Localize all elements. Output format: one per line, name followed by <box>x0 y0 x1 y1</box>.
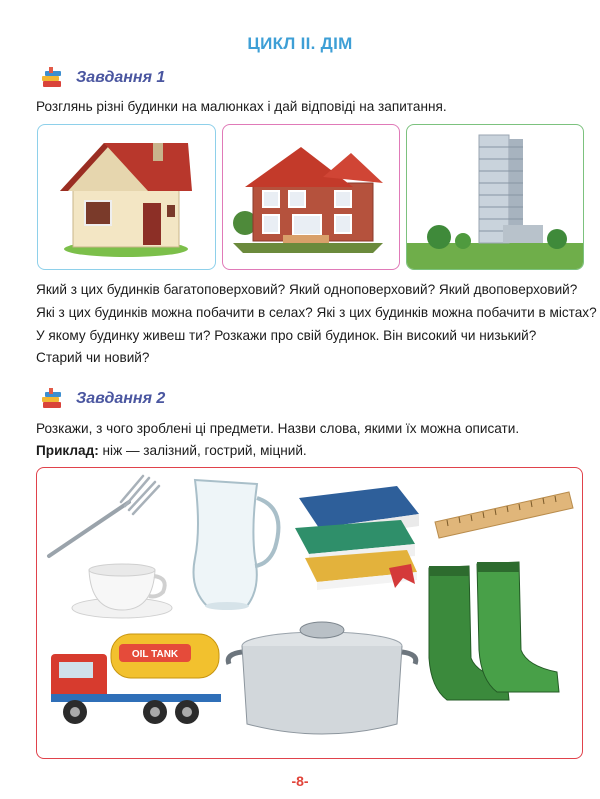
example-text: ніж — залізний, гострий, міцний. <box>98 443 307 458</box>
task-2-instruction: Розкажи, з чого зроблені ці предмети. Назви слова, якими їх можна описати. <box>36 421 520 436</box>
toy-truck-picture <box>51 634 221 724</box>
ruler-picture <box>435 492 573 538</box>
task-2-header <box>40 387 165 411</box>
cycle-title: ЦИКЛ ІІ. ДІМ <box>247 34 353 53</box>
glass-jug-picture <box>194 480 279 610</box>
task-2-example <box>36 440 307 462</box>
task-1-question-2: Які з цих будинків можна побачити в селах? Які з цих будинків можна побачити в містах? <box>36 305 597 320</box>
objects-picture-frame <box>36 467 583 759</box>
task-1-question-4: Старий чи новий? <box>36 350 150 365</box>
task-1-header <box>40 66 165 90</box>
rubber-boots-picture <box>429 562 559 700</box>
task-1-label: Завдання 1 <box>76 69 166 86</box>
books-icon <box>40 67 64 89</box>
multi-storey-building-picture <box>406 124 584 270</box>
fork-picture <box>49 476 159 556</box>
task-1-question-1: Який з цих будинків багатоповерховий? Який одноповерховий? Який двоповерховий? <box>36 282 578 297</box>
page-number: -8- <box>291 773 309 789</box>
task-1-instruction: Розглянь різні будинки на малюнках і дай відповіді на запитання. <box>36 99 447 114</box>
books-icon <box>40 388 64 410</box>
cup-picture <box>72 564 172 618</box>
house-one-storey-picture <box>37 124 216 270</box>
house-two-storey-picture <box>222 124 400 270</box>
task-2-label: Завдання 2 <box>76 390 166 407</box>
saucepan-picture <box>228 622 416 734</box>
example-label: Приклад: <box>36 443 99 458</box>
truck-logo-text: OIL TANK <box>131 649 179 660</box>
books-stack-picture <box>295 486 419 590</box>
task-1-question-3: У якому будинку живеш ти? Розкажи про свій будинок. Він високий чи низький? <box>36 328 537 343</box>
